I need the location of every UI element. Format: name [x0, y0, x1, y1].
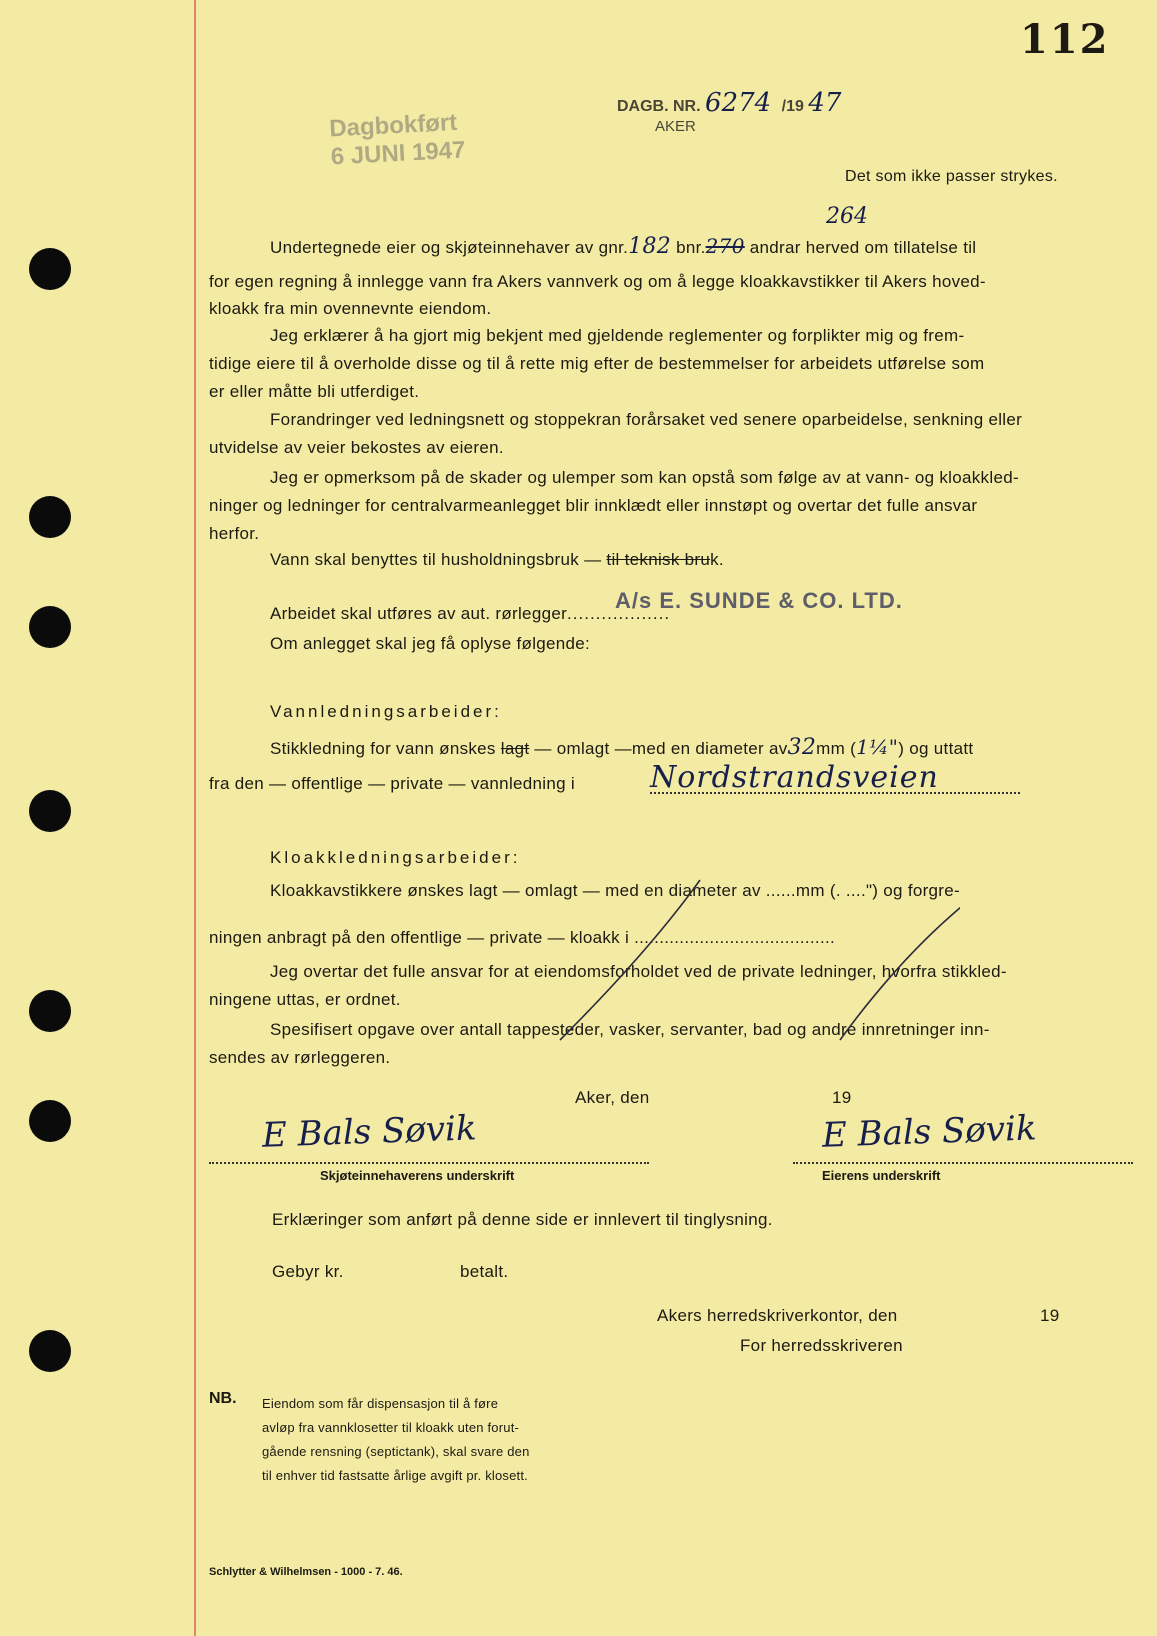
plumber-label: Arbeidet skal utføres av aut. rørlegger [270, 604, 568, 623]
office-year: 19 [1040, 1306, 1060, 1325]
notice-text: Det som ikke passer strykes. [845, 168, 1058, 185]
nb-line-2: avløp fra vannklosetter til kloakk uten forut- [262, 1420, 520, 1435]
punch-hole-icon [29, 1330, 71, 1372]
dagb-year: 47 [808, 88, 842, 118]
water-line-1-a: Stikkledning for vann ønskes [270, 739, 496, 758]
sewer-line-2: ningen anbragt på den offentlige — private — kloakk i ........................................ [209, 928, 836, 947]
nb-text [262, 1392, 530, 1488]
received-stamp [329, 109, 467, 172]
left-signature-line [209, 1162, 649, 1164]
office-line-1: Akers herredskriverkontor, den [657, 1306, 898, 1325]
punch-hole-icon [29, 790, 71, 832]
water-line-1-c: mm ( [816, 739, 857, 758]
dagb-number: 6274 [705, 88, 772, 118]
sewer-line-1: Kloakkavstikkere ønskes lagt — omlagt — med en diameter av ......mm (. ....") og forgre- [270, 881, 960, 900]
bnr-new-value: 264 [826, 204, 868, 229]
right-signature-line [793, 1162, 1133, 1164]
stamp-date: 6 JUNI 1947 [330, 136, 467, 171]
paragraph-2 [209, 322, 984, 406]
printer-imprint: Schlytter & Wilhelmsen - 1000 - 7. 46. [209, 1566, 403, 1578]
page-number: 112 [1020, 16, 1110, 63]
water-use-prefix: Vann skal benyttes til husholdningsbruk — [270, 550, 602, 569]
registration-line: Erklæringer som anført på denne side er innlevert til tinglysning. [272, 1210, 773, 1229]
gnr-bnr-line [270, 234, 976, 259]
sewer-heading: Kloakkledningsarbeider: [270, 848, 521, 867]
nb-line-3: gående rensning (septictank), skal svare den [262, 1444, 530, 1459]
water-use-suffix: k. [710, 550, 724, 569]
paragraph-2-line-3: er eller måtte bli utferdiget. [209, 382, 420, 401]
right-signature: E Bals Søvik [821, 1108, 1038, 1156]
street-dotted-line [650, 792, 1020, 794]
paragraph-1-line-1: for egen regning å innlegge vann fra Akers vannverk og om å legge kloakkavstikker til Akers hoved- [209, 272, 986, 291]
punch-hole-icon [29, 990, 71, 1032]
plumber-line [270, 604, 670, 624]
paragraph-1-line-2: kloakk fra min ovennevnte eiendom. [209, 299, 492, 318]
right-signature-label: Eierens underskrift [822, 1168, 941, 1183]
water-use-line [270, 550, 724, 570]
water-inch: 1¼" [856, 735, 899, 759]
plumber-dots: .................. [567, 604, 671, 623]
dagb-line: DAGB. NR. 6274 /19 47 [617, 88, 842, 118]
dagb-place: AKER [655, 118, 696, 135]
stamp-line-1: Dagbokført [328, 108, 458, 143]
left-signature-label: Skjøteinnehaverens underskrift [320, 1168, 515, 1183]
paragraph-5-line-1: Jeg overtar det fulle ansvar for at eiendomsforholdet ved de private ledninger, hvorfra stikkled- [270, 962, 1007, 981]
water-line-1 [270, 735, 973, 760]
water-line-2-a: fra den — offentlige — private — vannledning i [209, 774, 575, 793]
margin-line [194, 0, 196, 1636]
dagb-label: DAGB. NR. [617, 98, 701, 115]
water-use-struck: til teknisk bru [606, 550, 711, 569]
paragraph-2-line-1: Jeg erklærer å ha gjort mig bekjent med gjeldende reglementer og forplikter mig og frem- [270, 326, 965, 345]
nb-label: NB. [209, 1390, 237, 1407]
bnr-label: bnr. [676, 238, 706, 257]
water-line-1-d: ) og uttatt [898, 739, 974, 758]
water-line-1-struck: lagt [500, 739, 530, 758]
paragraph-5-line-2: ningene uttas, er ordnet. [209, 990, 401, 1009]
fee-label: Gebyr kr. [272, 1262, 344, 1281]
dagb-year-prefix: 19 [786, 98, 804, 115]
office-line-2: For herredsskriveren [740, 1336, 903, 1355]
punch-hole-icon [29, 1100, 71, 1142]
paragraph-3-line-2: utvidelse av veier bekostes av eieren. [209, 438, 504, 457]
water-diameter: 32 [787, 735, 817, 760]
paragraph-6-line-2: sendes av rørleggeren. [209, 1048, 391, 1067]
paragraph-4 [209, 464, 1019, 548]
gnr-suffix: andrar herved om tillatelse til [749, 238, 977, 257]
water-heading: Vannledningsarbeider: [270, 702, 502, 721]
nb-line-4: til enhver tid fastsatte årlige avgift pr. klosett. [262, 1468, 528, 1483]
gnr-value: 182 [628, 234, 672, 259]
fee-paid: betalt. [460, 1262, 509, 1281]
paragraph-1 [209, 268, 986, 322]
paragraph-4-line-2: ninger og ledninger for centralvarmeanlegget blir innklædt eller innstøpt og overtar det fulle ansvar [209, 496, 978, 515]
paragraph-3-line-1: Forandringer ved ledningsnett og stoppekran forårsaket ved senere oparbeidelse, senkning eller [270, 410, 1023, 429]
punch-hole-icon [29, 496, 71, 538]
paragraph-4-line-3: herfor. [209, 524, 260, 543]
sewer-strike-marks [540, 870, 960, 1050]
gnr-prefix: Undertegnede eier og skjøteinnehaver av gnr. [270, 238, 629, 257]
water-line-1-b: — omlagt —med en diameter av [534, 739, 788, 758]
punch-hole-icon [29, 606, 71, 648]
date-place: Aker, den [575, 1088, 650, 1107]
paragraph-3 [209, 406, 1022, 462]
bnr-struck-value: 270 [705, 234, 745, 258]
water-street: Nordstrandsveien [650, 760, 939, 795]
paragraph-4-line-1: Jeg er opmerksom på de skader og ulemper som kan opstå som følge av at vann- og kloakkled- [270, 468, 1019, 487]
info-line: Om anlegget skal jeg få oplyse følgende: [270, 634, 591, 653]
paragraph-6-line-1: Spesifisert opgave over antall tappesteder, vasker, servanter, bad og andre innretninger inn- [270, 1020, 990, 1039]
water-line-2 [209, 774, 575, 794]
nb-line-1: Eiendom som får dispensasjon til å føre [262, 1396, 499, 1411]
plumber-stamp: A/s E. SUNDE & CO. LTD. [615, 588, 903, 613]
punch-hole-icon [29, 248, 71, 290]
paragraph-2-line-2: tidige eiere til å overholde disse og til å rette mig efter de bestemmelser for arbeidets utførelse som [209, 354, 985, 373]
date-year: 19 [832, 1088, 852, 1107]
left-signature: E Bals Søvik [261, 1108, 478, 1156]
